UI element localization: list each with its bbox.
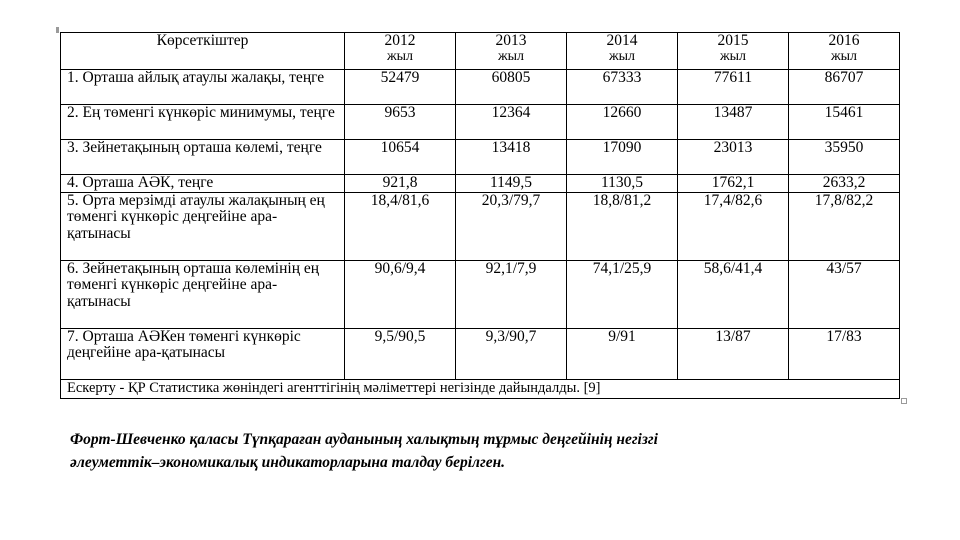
table-row <box>61 70 900 105</box>
slide-caption <box>70 428 890 474</box>
year-unit: жыл <box>830 48 858 64</box>
table-cell: 12660 <box>567 105 678 140</box>
table-cell: 35950 <box>789 140 900 175</box>
table-row <box>61 105 900 140</box>
table-cell: 13/87 <box>678 328 789 379</box>
table-cell: 17090 <box>567 140 678 175</box>
header-year-2015 <box>678 33 789 70</box>
row-label: 6. Зейнетақының орташа көлемінің ең төменгі күнкөріс деңгейіне ара-қатынасы <box>61 260 345 328</box>
table-cell: 9,3/90,7 <box>456 328 567 379</box>
table-cell: 58,6/41,4 <box>678 260 789 328</box>
row-label: 3. Зейнетақының орташа көлемі, теңге <box>61 140 345 175</box>
row-label: 4. Орташа АӘК, теңге <box>61 175 345 193</box>
table-cell: 2633,2 <box>789 175 900 193</box>
table-cell: 1762,1 <box>678 175 789 193</box>
crop-mark-top-left <box>56 27 59 33</box>
table-row <box>61 328 900 379</box>
row-label: 5. Орта мерзімді атаулы жалақының ең төменгі күнкөріс деңгейіне ара-қатынасы <box>61 192 345 260</box>
table-cell: 90,6/9,4 <box>345 260 456 328</box>
year-unit: жыл <box>608 48 636 64</box>
table-cell: 15461 <box>789 105 900 140</box>
year-label: 2014 <box>606 32 638 49</box>
table-note-row <box>61 379 900 398</box>
header-year-2016 <box>789 33 900 70</box>
year-unit: жыл <box>386 48 414 64</box>
row-label: 7. Орташа АӘКен төменгі күнкөріс деңгейіне ара-қатынасы <box>61 328 345 379</box>
table-cell: 23013 <box>678 140 789 175</box>
table-cell: 12364 <box>456 105 567 140</box>
statistics-table <box>60 32 900 399</box>
table-cell: 13418 <box>456 140 567 175</box>
table-row <box>61 192 900 260</box>
table-cell: 74,1/25,9 <box>567 260 678 328</box>
table-cell: 9,5/90,5 <box>345 328 456 379</box>
table-header-row <box>61 33 900 70</box>
year-label: 2013 <box>495 32 527 49</box>
year-unit: жыл <box>497 48 525 64</box>
table-note: Ескерту - ҚР Статистика жөніндегі агенттігінің мәліметтері негізінде дайындалды. [9] <box>61 379 900 398</box>
header-year-2012 <box>345 33 456 70</box>
year-label: 2016 <box>828 32 860 49</box>
caption-line-2: әлеуметтік–экономикалық индикаторларына талдау берілген. <box>70 454 506 471</box>
table-cell: 17/83 <box>789 328 900 379</box>
year-label: 2012 <box>384 32 416 49</box>
table-row <box>61 175 900 193</box>
header-year-2014 <box>567 33 678 70</box>
row-label: 2. Ең төменгі күнкөріс минимумы, теңге <box>61 105 345 140</box>
table-cell: 60805 <box>456 70 567 105</box>
table-cell: 1130,5 <box>567 175 678 193</box>
table-cell: 18,4/81,6 <box>345 192 456 260</box>
table-cell: 67333 <box>567 70 678 105</box>
table-cell: 92,1/7,9 <box>456 260 567 328</box>
table-cell: 13487 <box>678 105 789 140</box>
header-year-2013 <box>456 33 567 70</box>
statistics-table-image <box>60 32 898 402</box>
table-cell: 9653 <box>345 105 456 140</box>
table-cell: 20,3/79,7 <box>456 192 567 260</box>
table-cell: 52479 <box>345 70 456 105</box>
year-label: 2015 <box>717 32 749 49</box>
table-cell: 77611 <box>678 70 789 105</box>
table-cell: 43/57 <box>789 260 900 328</box>
header-indicator: Көрсеткіштер <box>61 33 345 70</box>
table-cell: 17,8/82,2 <box>789 192 900 260</box>
table-cell: 17,4/82,6 <box>678 192 789 260</box>
table-row <box>61 140 900 175</box>
table-cell: 18,8/81,2 <box>567 192 678 260</box>
table-cell: 9/91 <box>567 328 678 379</box>
year-unit: жыл <box>719 48 747 64</box>
table-cell: 86707 <box>789 70 900 105</box>
table-row <box>61 260 900 328</box>
table-cell: 10654 <box>345 140 456 175</box>
row-label: 1. Орташа айлық атаулы жалақы, теңге <box>61 70 345 105</box>
caption-line-1: Форт-Шевченко қаласы Түпқараған ауданының халықтың тұрмыс деңгейінің негізгі <box>70 431 658 448</box>
table-cell: 1149,5 <box>456 175 567 193</box>
crop-mark-bottom-right <box>901 398 907 404</box>
table-cell: 921,8 <box>345 175 456 193</box>
